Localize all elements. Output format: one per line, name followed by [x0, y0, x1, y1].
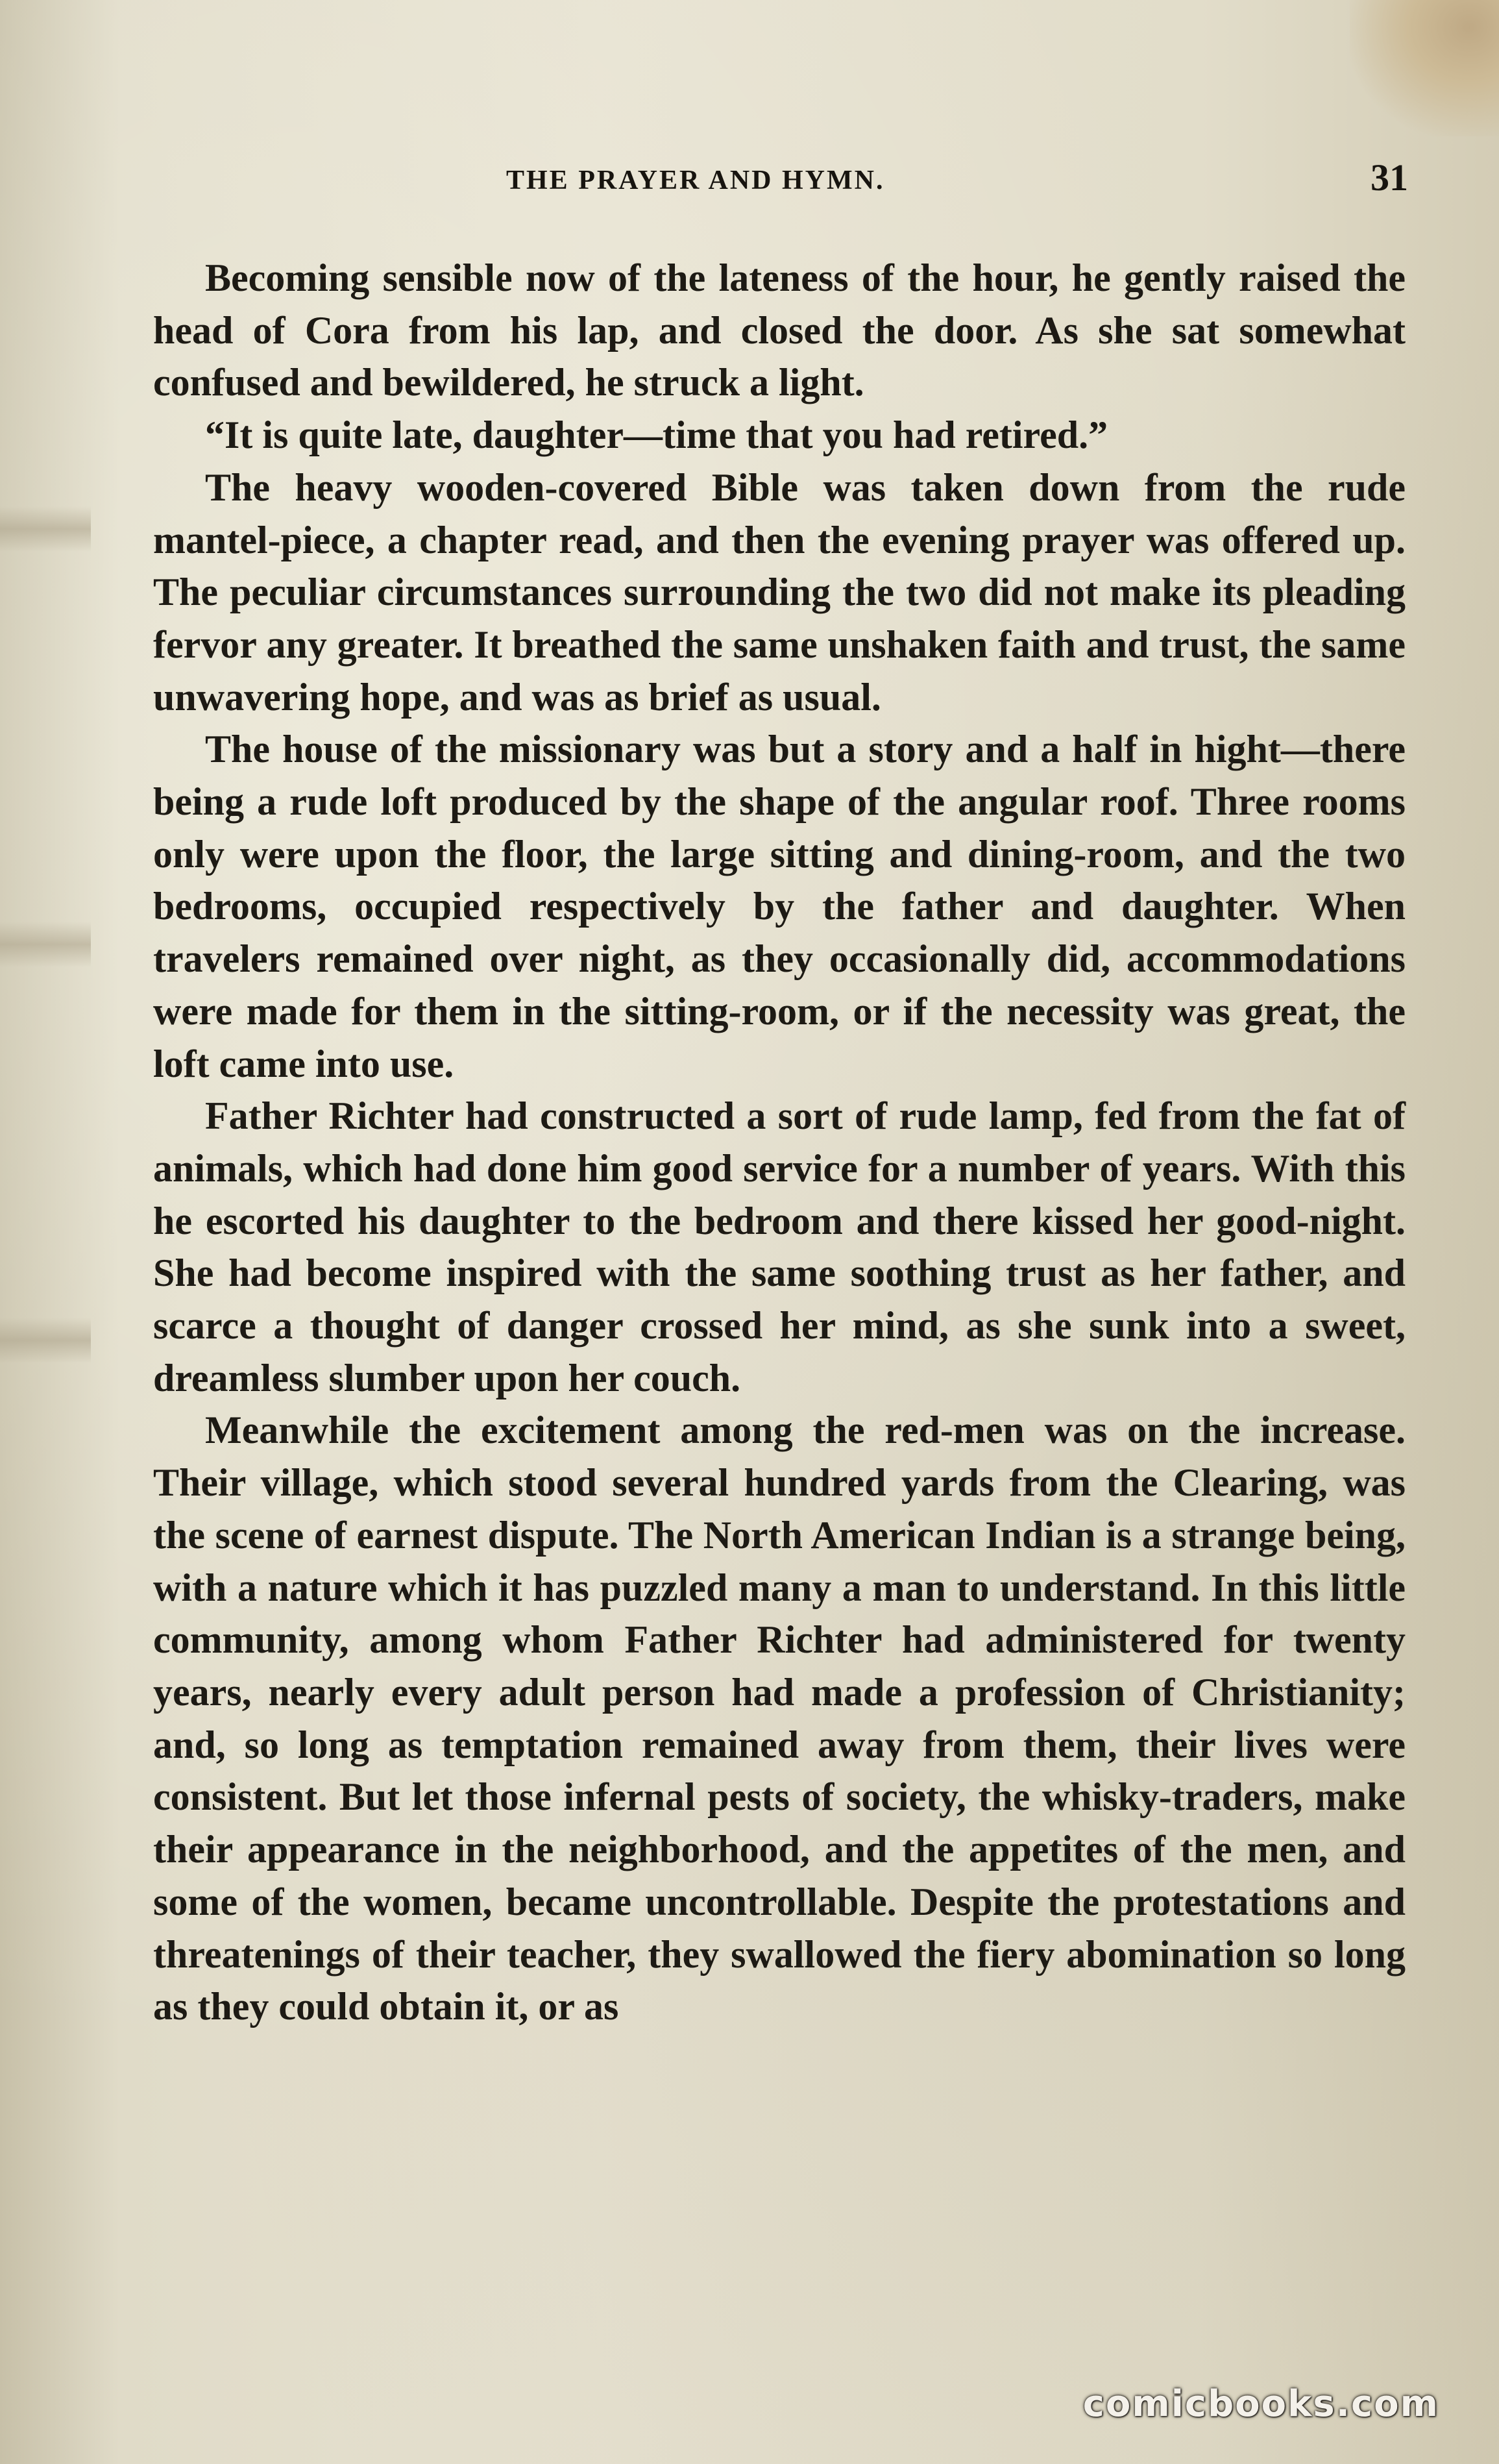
- page-crease: [0, 506, 91, 552]
- page-number: 31: [1371, 156, 1408, 199]
- body-text: [153, 252, 1406, 2033]
- paragraph: Becoming sensible now of the lateness of the hour, he gently raised the head of Cora from his lap, and closed the door. As she sat somewhat confused and bewildered, he struck a light.: [153, 256, 1406, 404]
- paragraph: Father Richter had constructed a sort of rude lamp, fed from the fat of animals, which had done him good service for a number of years. With this he escorted his daughter to the bedroom and there kissed her good-night. She had become inspired with the same soothing trust as her father, and scarce a thought of danger crossed her mind, as she sunk into a sweet, dreamless slumber upon her couch.: [153, 1094, 1406, 1399]
- page-header: [149, 156, 1408, 206]
- paragraph: The heavy wooden-covered Bible was taken down from the rude mantel-piece, a chapter read, and then the evening prayer was offered up. The peculiar circumstances surrounding the two did not make its pleading fervor any greater. It breathed the same unshaken faith and trust, the same unwavering hope, and was as brief as usual.: [153, 465, 1406, 719]
- site-watermark: comicbooks.com: [1082, 2383, 1439, 2425]
- paragraph: “It is quite late, daughter—time that you had retired.”: [205, 413, 1108, 457]
- paragraph: Meanwhile the excitement among the red-men was on the increase. Their village, which stood several hundred yards from the Clearing, was the scene of earnest dispute. The North American Indian is a strange being, with a nature which it has puzzled many a man to understand. In this little community, among whom Father Richter had administered for twenty years, nearly every adult person had made a profession of Christianity; and, so long as temptation remained away from them, their lives were consistent. But let those infernal pests of society, the whisky-traders, make their appearance in the neighborhood, and the appetites of the men, and some of the women, became uncontrollable. Despite the protestations and threatenings of their teacher, they swallowed the fiery abomination so long as they could obtain it, or as: [153, 1409, 1406, 2028]
- corner-stain: [1350, 0, 1499, 136]
- page-crease: [0, 922, 91, 967]
- running-title: THE PRAYER AND HYMN.: [506, 166, 885, 195]
- paragraph: The house of the missionary was but a story and a half in hight—there being a rude loft produced by the shape of the angular roof. Three rooms only were upon the floor, the large sitting and dining-room, and the two bedrooms, occupied respectively by the father and daughter. When travelers remained over night, as they occasionally did, accommodations were made for them in the sitting-room, or if the necessity was great, the loft came into use.: [153, 728, 1406, 1085]
- page-crease: [0, 1318, 91, 1363]
